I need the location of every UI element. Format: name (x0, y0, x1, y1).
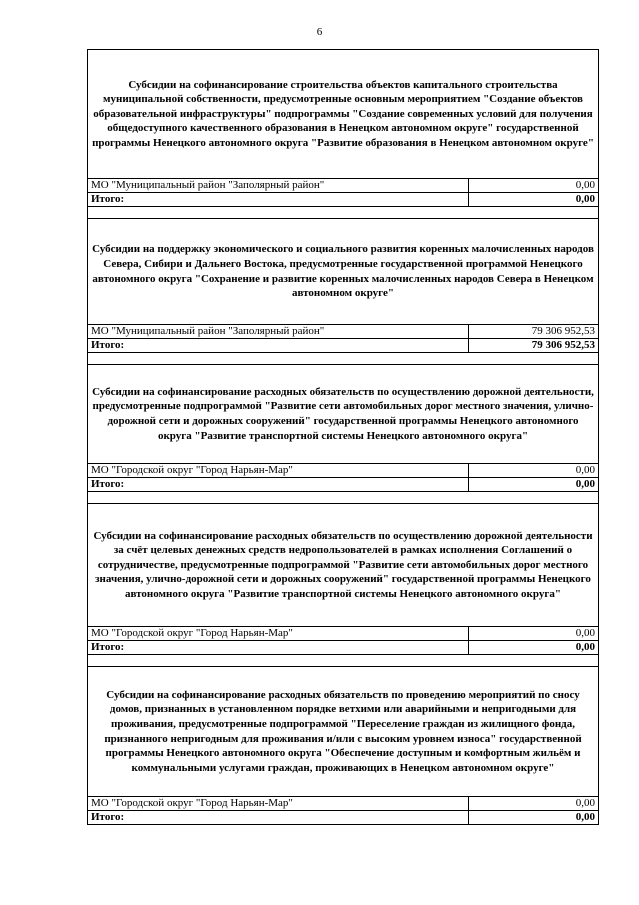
subsidy-block (88, 219, 598, 353)
total-row (88, 811, 598, 825)
total-label: Итого: (91, 641, 125, 653)
municipality-name: МО "Городской округ "Город Нарьян-Мар" (91, 464, 293, 476)
total-amount: 0,00 (468, 478, 598, 491)
block-title: Субсидии на софинансирование расходных обязательств по проведению мероприятий по сносу домов, признанных в установленном порядке ветхими или аварийными и непригодными для проживания, предусмотренные подпрограммой "Переселение граждан из жилищного фонда, признанного непригодным для проживания и/или с высоким уровнем износа" государственной программы Ненецкого автономного округа "Обеспечение доступным и комфортным жильём и коммунальными услугами граждан, проживающих в Ненецком автономном округе" (88, 667, 598, 797)
amount-value: 79 306 952,53 (468, 325, 598, 338)
amount-value: 0,00 (468, 464, 598, 477)
subsidy-table (87, 49, 599, 825)
total-row (88, 478, 598, 492)
total-amount: 0,00 (468, 811, 598, 824)
block-title: Субсидии на софинансирование расходных обязательств по осуществлению дорожной деятельности, предусмотренные подпрограммой "Развитие сети автомобильных дорог местного значения, улично-дорожной сети и дорожных сооружений" государственной программы Ненецкого автономного округа "Развитие транспортной системы Ненецкого автономного округа" (88, 365, 598, 464)
table-row (88, 179, 598, 193)
total-amount: 79 306 952,53 (468, 339, 598, 352)
block-title: Субсидии на поддержку экономического и социального развития коренных малочисленных народов Севера, Сибири и Дальнего Востока, предусмотренные государственной программой Ненецкого автономного округа "Сохранение и развитие коренных малочисленных народов Севера в Ненецком автономном округе" (88, 219, 598, 325)
block-separator (88, 207, 598, 219)
amount-value: 0,00 (468, 627, 598, 640)
municipality-name: МО "Муниципальный район "Заполярный район" (91, 179, 325, 191)
municipality-name: МО "Городской округ "Город Нарьян-Мар" (91, 627, 293, 639)
block-title: Субсидии на софинансирование строительства объектов капитального строительства муниципальной собственности, предусмотренные основным мероприятием "Создание объектов образовательной инфраструктуры" подпрограммы "Создание современных условий для получения общедоступного качественного образования в Ненецком автономном округе" государственной программы Ненецкого автономного округа "Развитие образования в Ненецком автономном округе" (88, 50, 598, 179)
table-row (88, 627, 598, 641)
block-separator (88, 655, 598, 667)
block-separator (88, 353, 598, 365)
subsidy-block (88, 365, 598, 492)
block-title: Субсидии на софинансирование расходных обязательств по осуществлению дорожной деятельности за счёт целевых денежных средств недропользователей в рамках исполнения Соглашений о сотрудничестве, предусмотренные подпрограммой "Развитие сети автомобильных дорог местного значения, улично-дорожной сети и дорожных сооружений" государственной программы Ненецкого автономного округа "Развитие транспортной системы Ненецкого автономного округа" (88, 504, 598, 627)
subsidy-block (88, 504, 598, 655)
total-label: Итого: (91, 193, 125, 205)
municipality-name: МО "Городской округ "Город Нарьян-Мар" (91, 797, 293, 809)
total-label: Итого: (91, 478, 125, 490)
amount-value: 0,00 (468, 797, 598, 810)
table-row (88, 325, 598, 339)
page-number: 6 (316, 26, 323, 38)
total-row (88, 641, 598, 655)
total-row (88, 339, 598, 353)
total-label: Итого: (91, 339, 125, 351)
table-row (88, 464, 598, 478)
amount-value: 0,00 (468, 179, 598, 192)
total-label: Итого: (91, 811, 125, 823)
block-separator (88, 492, 598, 504)
total-amount: 0,00 (468, 641, 598, 654)
total-amount: 0,00 (468, 193, 598, 206)
table-row (88, 797, 598, 811)
subsidy-block (88, 50, 598, 207)
municipality-name: МО "Муниципальный район "Заполярный район" (91, 325, 325, 337)
subsidy-block (88, 667, 598, 825)
total-row (88, 193, 598, 207)
